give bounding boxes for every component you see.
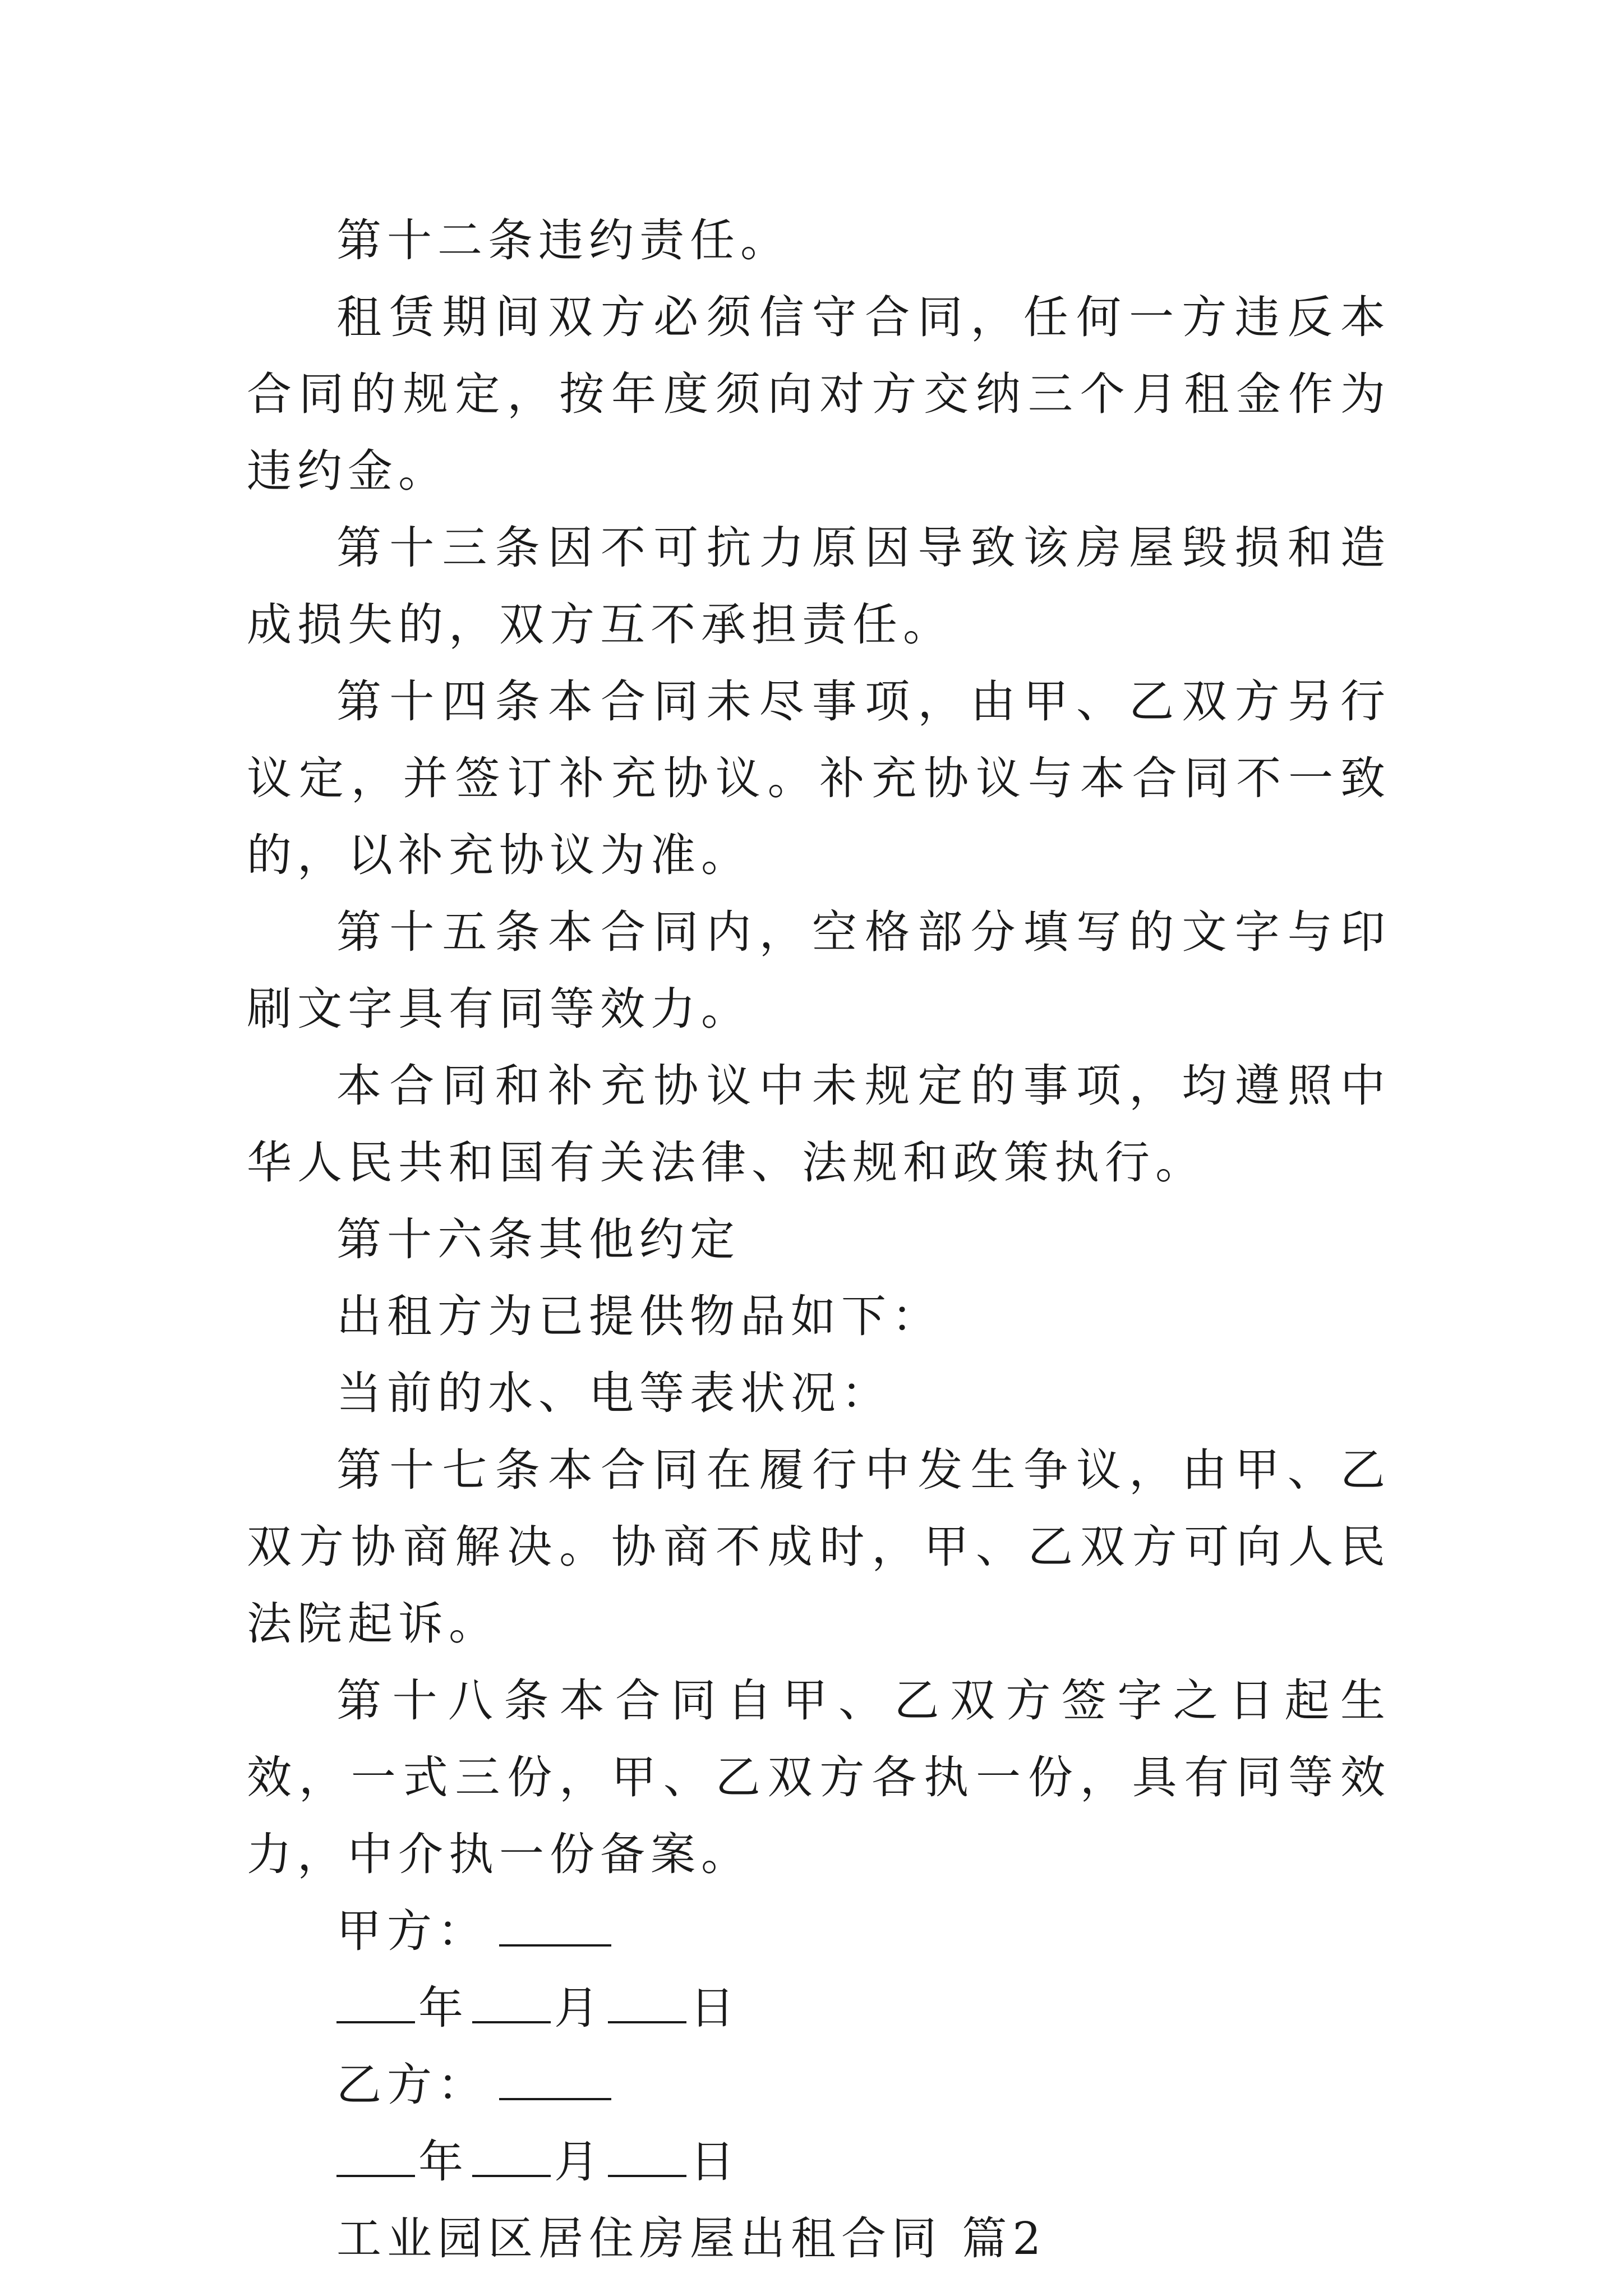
clause-12-body: 租赁期间双方必须信守合同，任何一方违反本合同的规定，按年度须向对方交纳三个月租金作为违约金。 — [247, 291, 1391, 497]
year-label: 年 — [418, 2136, 469, 2188]
party-a-signature-line — [247, 1893, 1391, 1970]
month-blank — [472, 1978, 551, 2023]
party-b-blank — [499, 2055, 611, 2100]
month-blank — [472, 2132, 551, 2177]
clause-14: 第十四条本合同未尽事项，由甲、乙双方另行议定，并签订补充协议。补充协议与本合同不一致的，以补充协议为准。 — [247, 675, 1391, 881]
document-body — [247, 202, 1391, 2277]
year-blank — [336, 2132, 415, 2177]
year-blank — [336, 1978, 415, 2023]
clause-15: 第十五条本合同内，空格部分填写的文字与印刷文字具有同等效力。 — [247, 906, 1391, 1035]
day-label: 日 — [690, 2136, 740, 2188]
clause-16-title: 第十六条其他约定 — [336, 1213, 740, 1266]
day-label: 日 — [690, 1982, 740, 2034]
party-a-blank — [499, 1902, 611, 1947]
party-b-label: 乙方： — [336, 2059, 488, 2111]
day-blank — [608, 1978, 686, 2023]
clause-18: 第十八条本合同自甲、乙双方签字之日起生效，一式三份，甲、乙双方各执一份，具有同等效力，中介执一份备案。 — [247, 1674, 1391, 1880]
month-label: 月 — [554, 1982, 605, 2034]
clause-13: 第十三条因不可抗力原因导致该房屋毁损和造成损失的，双方互不承担责任。 — [247, 522, 1391, 651]
party-a-date-line — [247, 1970, 1391, 2046]
clause-17: 第十七条本合同在履行中发生争议，由甲、乙双方协商解决。协商不成时，甲、乙双方可向人民法院起诉。 — [247, 1444, 1391, 1650]
clause-16-items: 出租方为已提供物品如下： — [336, 1290, 942, 1342]
day-blank — [608, 2132, 686, 2177]
clause-16-meters: 当前的水、电等表状况： — [336, 1367, 892, 1419]
party-b-date-line — [247, 2123, 1391, 2200]
clause-12-title: 第十二条违约责任。 — [336, 214, 791, 266]
year-label: 年 — [418, 1982, 469, 2034]
party-a-label: 甲方： — [336, 1905, 488, 1957]
clause-15-supplement: 本合同和补充协议中未规定的事项，均遵照中华人民共和国有关法律、法规和政策执行。 — [247, 1060, 1391, 1189]
month-label: 月 — [554, 2136, 605, 2188]
next-section-title: 工业园区居住房屋出租合同 篇2 — [336, 2212, 1047, 2265]
party-b-signature-line — [247, 2046, 1391, 2123]
